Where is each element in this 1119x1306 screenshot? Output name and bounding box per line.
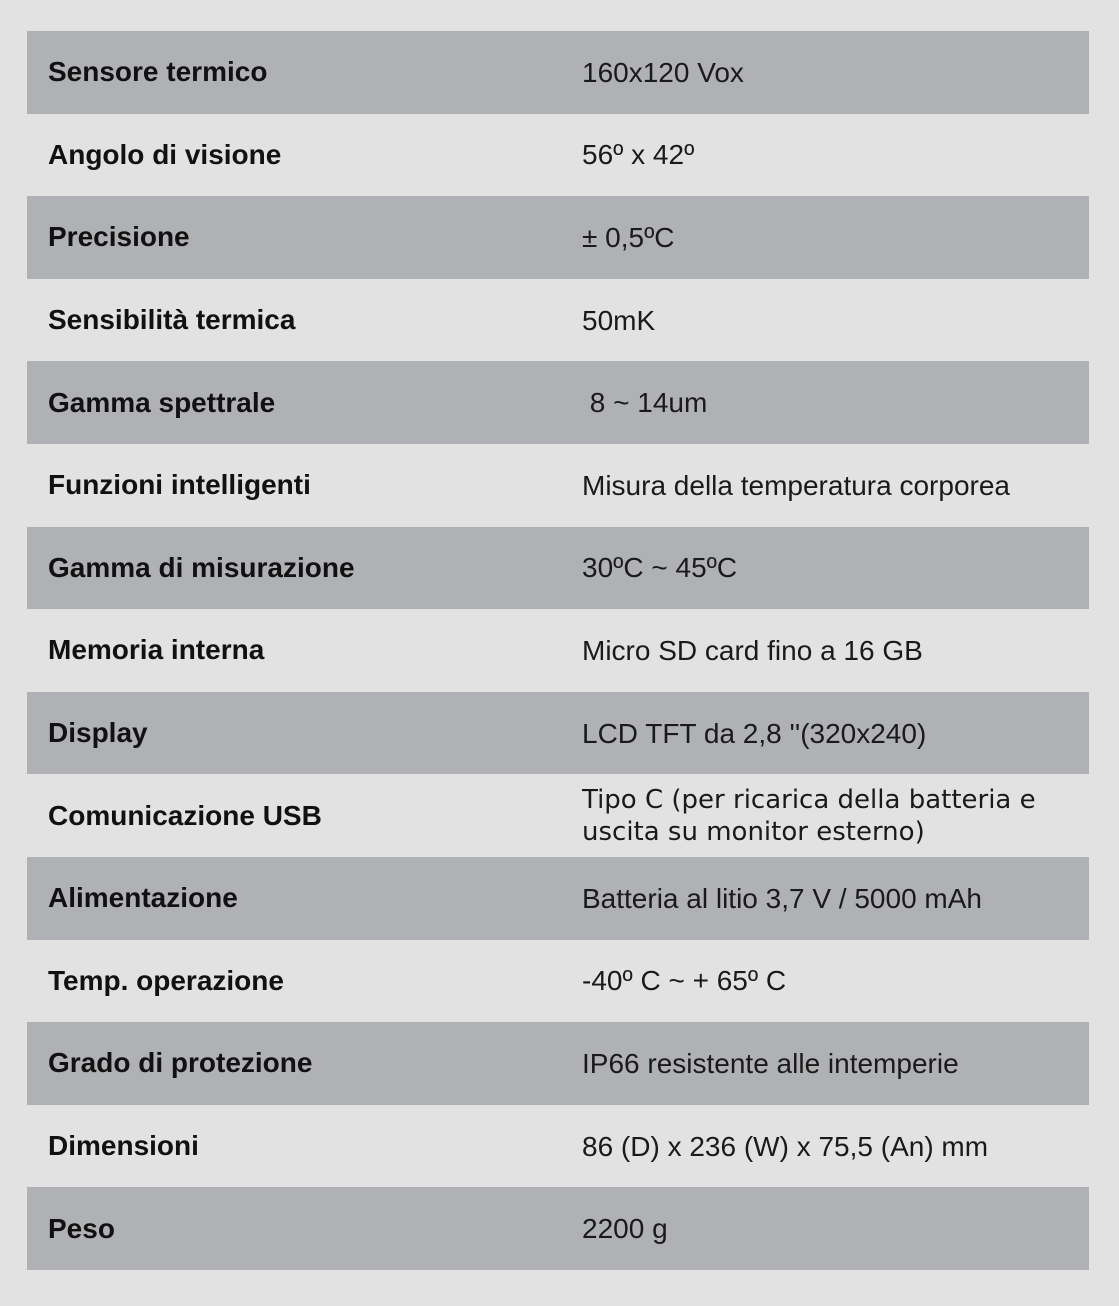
spec-value: 2200 g — [582, 1213, 668, 1245]
spec-row-sensibilita-termica — [27, 279, 1089, 362]
spec-label: Memoria interna — [48, 634, 265, 666]
spec-row-temp-operazione — [27, 940, 1089, 1023]
spec-row-sensore-termico — [27, 31, 1089, 114]
spec-label: Grado di protezione — [48, 1047, 313, 1079]
spec-label: Temp. operazione — [48, 964, 284, 996]
spec-label: Display — [48, 717, 148, 749]
spec-row-angolo-di-visione — [27, 114, 1089, 197]
spec-label: Angolo di visione — [48, 138, 282, 170]
spec-row-memoria-interna — [27, 609, 1089, 692]
spec-label: Peso — [48, 1212, 115, 1244]
spec-table — [27, 31, 1089, 1270]
spec-row-display — [27, 692, 1089, 775]
spec-value: Batteria al litio 3,7 V / 5000 mAh — [582, 882, 982, 914]
spec-value: 160x120 Vox — [582, 56, 744, 88]
spec-row-funzioni-intelligenti — [27, 444, 1089, 527]
spec-label: Gamma spettrale — [48, 386, 276, 418]
spec-label: Sensore termico — [48, 56, 268, 88]
spec-value: -40º C ~ + 65º C — [582, 965, 787, 997]
spec-value: 30ºC ~ 45ºC — [582, 552, 738, 584]
spec-value: 8 ~ 14um — [582, 387, 708, 419]
spec-label: Comunicazione USB — [48, 799, 322, 831]
spec-value: Tipo C (per ricarica della batteria e uscita su monitor esterno) — [582, 784, 1036, 847]
spec-row-dimensioni — [27, 1105, 1089, 1188]
spec-value: 50mK — [582, 304, 656, 336]
spec-value: Misura della temperatura corporea — [582, 469, 1010, 501]
spec-row-peso — [27, 1187, 1089, 1270]
spec-row-alimentazione — [27, 857, 1089, 940]
spec-label: Dimensioni — [48, 1130, 199, 1162]
spec-label: Sensibilità termica — [48, 304, 296, 336]
spec-row-comunicazione-usb — [27, 774, 1089, 857]
spec-label: Funzioni intelligenti — [48, 469, 311, 501]
spec-row-precisione — [27, 196, 1089, 279]
spec-value: ± 0,5ºC — [582, 221, 675, 253]
spec-row-grado-di-protezione — [27, 1022, 1089, 1105]
spec-value: LCD TFT da 2,8 ''(320x240) — [582, 717, 927, 749]
spec-label: Alimentazione — [48, 882, 238, 914]
spec-value: 56º x 42º — [582, 139, 695, 171]
spec-label: Precisione — [48, 221, 190, 253]
spec-label: Gamma di misurazione — [48, 551, 355, 583]
spec-value: 86 (D) x 236 (W) x 75,5 (An) mm — [582, 1130, 989, 1162]
spec-value: IP66 resistente alle intemperie — [582, 1047, 959, 1079]
spec-value: Micro SD card fino a 16 GB — [582, 634, 923, 666]
spec-row-gamma-spettrale — [27, 361, 1089, 444]
spec-row-gamma-di-misurazione — [27, 527, 1089, 610]
